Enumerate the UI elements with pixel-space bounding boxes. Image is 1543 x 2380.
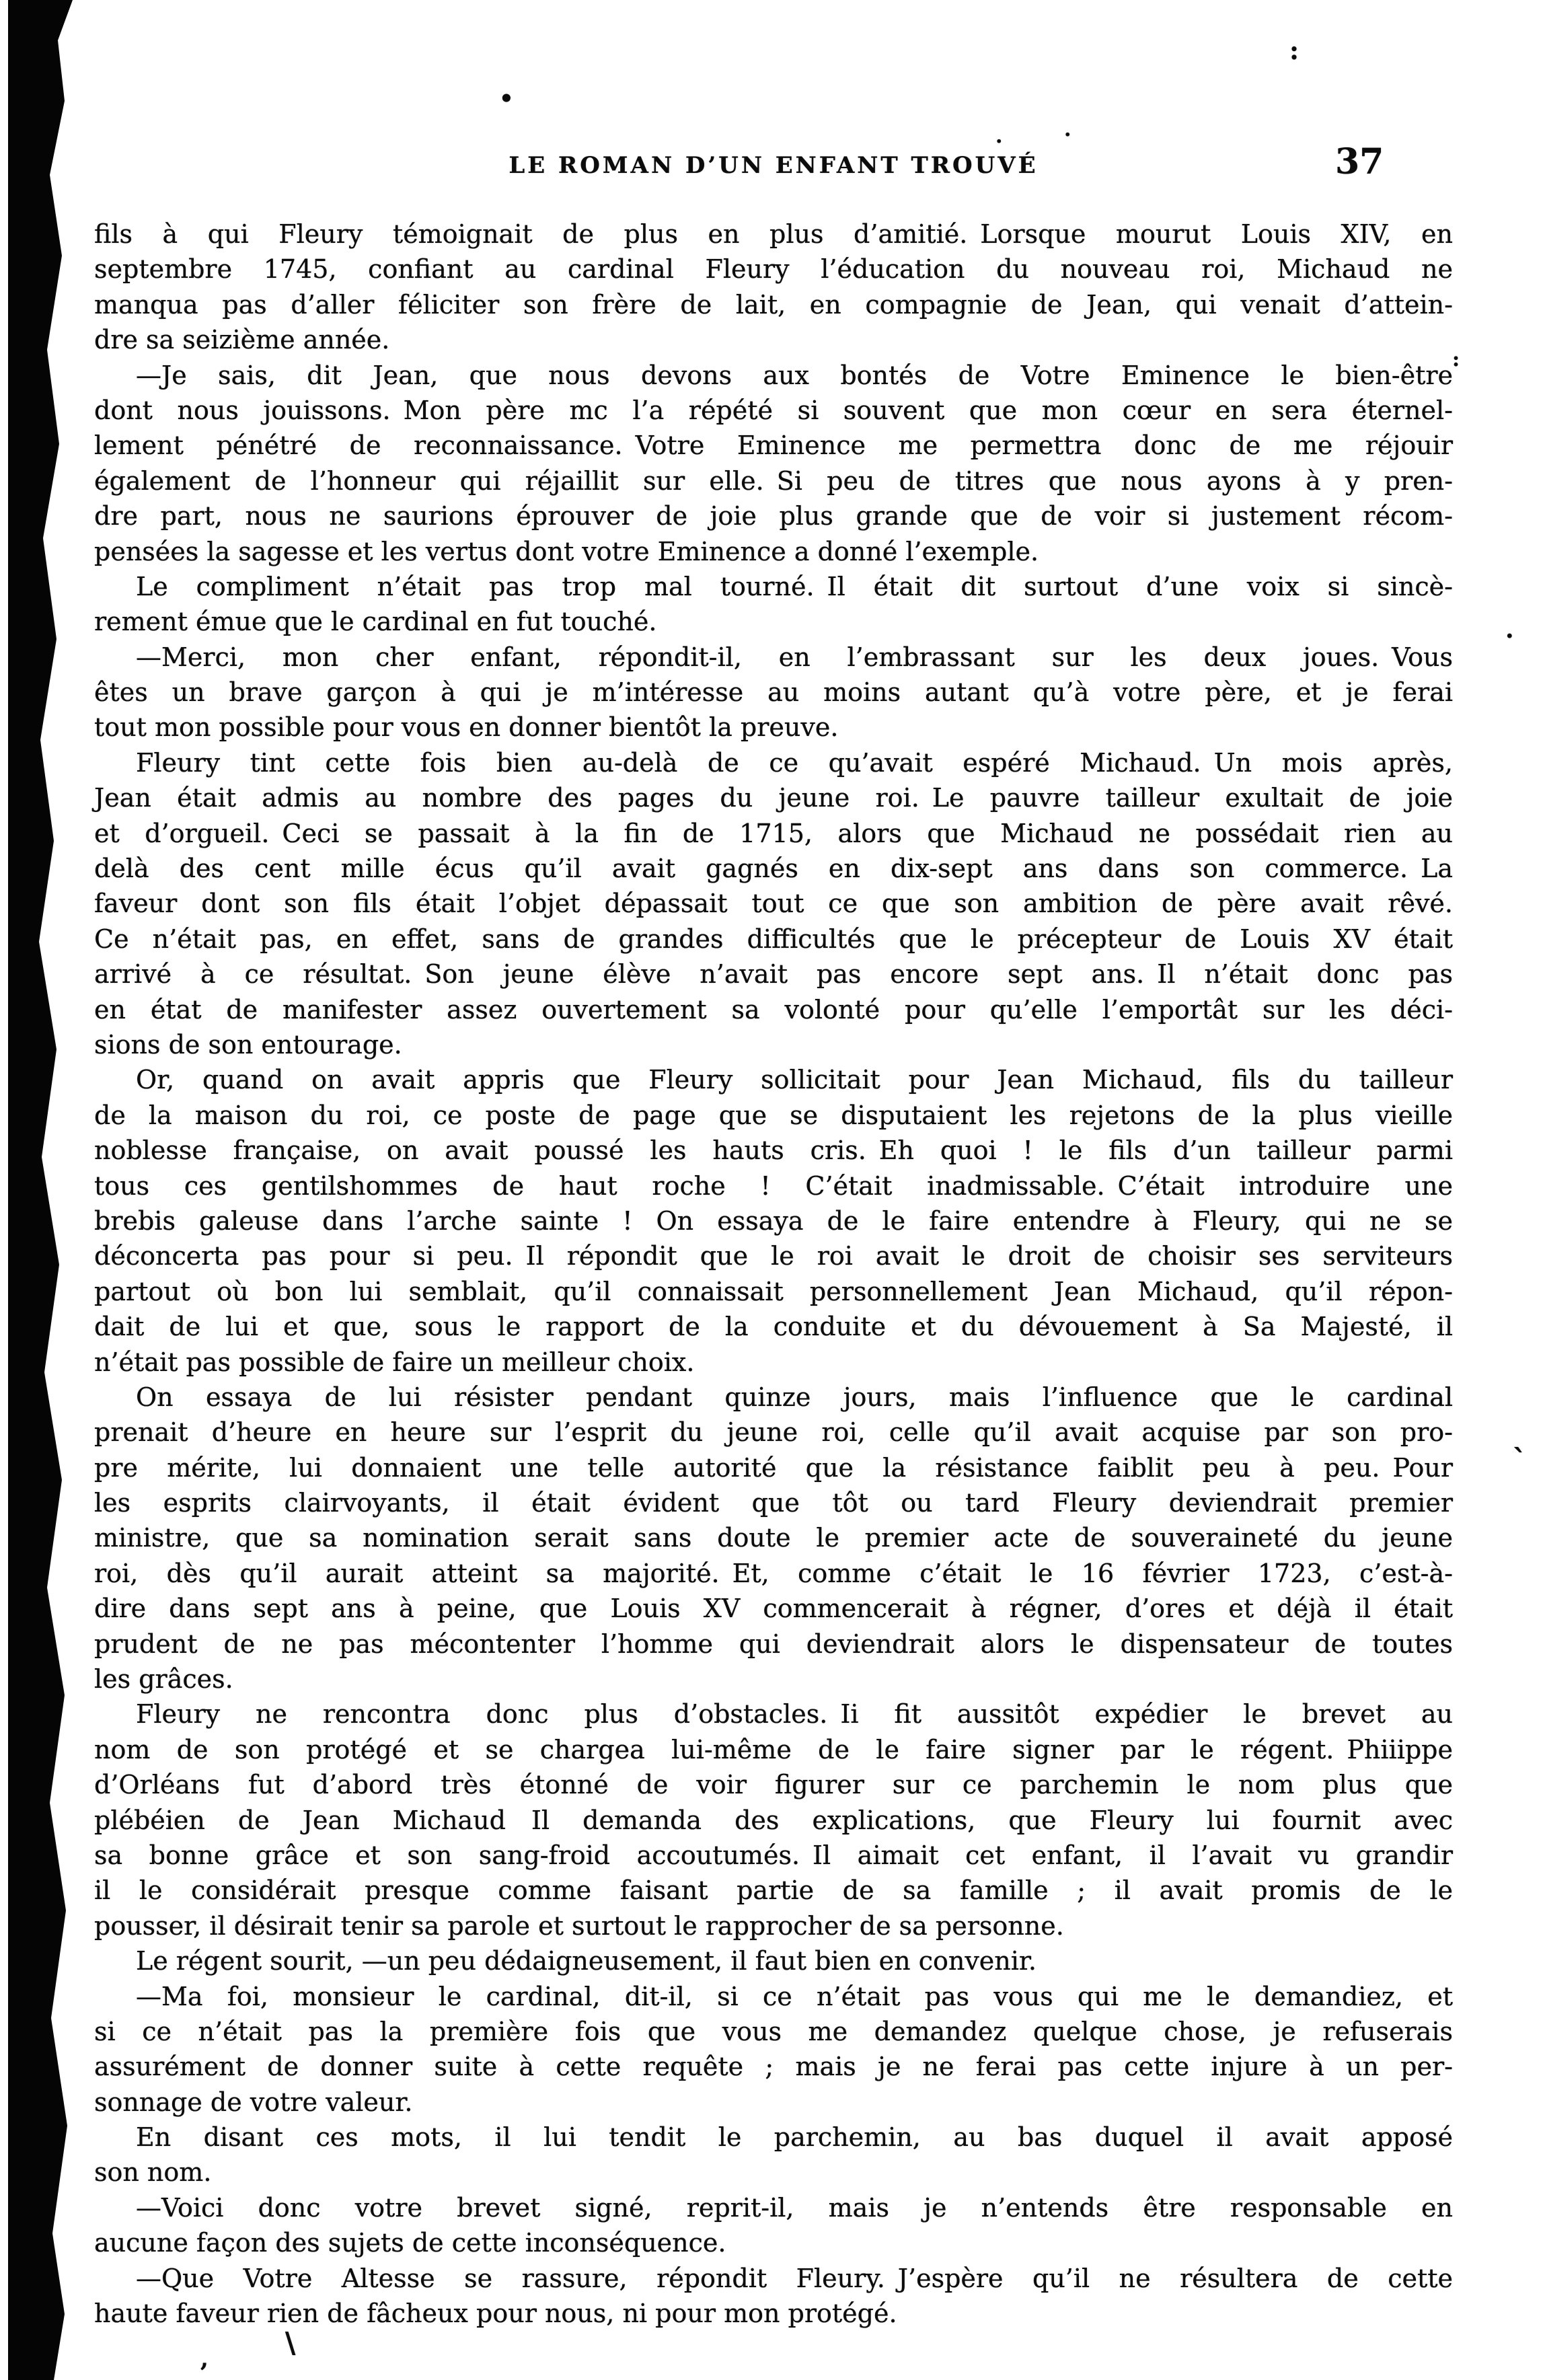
text-line: septembre 1745, confiant au cardinal Fleury l’éducation du nouveau roi, Michaud ne [94, 254, 1453, 285]
text-line: dre sa seizième année. [94, 325, 390, 355]
scan-noise-mark: · [1064, 123, 1071, 147]
text-line: et d’orgueil. Ceci se passait à la fin de 1715, alors que Michaud ne possédait rien au [94, 818, 1453, 848]
text-line: Le régent sourit, —un peu dédaigneusement, il faut bien en convenir. [136, 1946, 1037, 1976]
text-line: Fleury ne rencontra donc plus d’obstacles. Ii fit aussitôt expédier le brevet au [136, 1699, 1453, 1730]
text-line: —Ma foi, monsieur le cardinal, dit-il, si ce n’était pas vous qui me le demandiez, et [136, 1981, 1453, 2011]
text-line: Jean était admis au nombre des pages du jeune roi. Le pauvre tailleur exultait de joie [94, 783, 1453, 813]
text-line: manqua pas d’aller féliciter son frère de lait, en compagnie de Jean, qui venait d’attein- [94, 289, 1453, 320]
text-line: Fleury tint cette fois bien au-delà de ce qu’avait espéré Michaud. Un mois après, [136, 747, 1453, 778]
text-line: d’Orléans fut d’abord très étonné de voir figurer sur ce parchemin le nom plus que [94, 1770, 1453, 1800]
text-line: partout où bon lui semblait, qu’il connaissait personnellement Jean Michaud, qu’il répon- [94, 1276, 1453, 1306]
text-line: dire dans sept ans à peine, que Louis XV commencerait à régner, d’ores et déjà il était [94, 1594, 1453, 1624]
text-line: pousser, il désirait tenir sa parole et surtout le rapprocher de sa personne. [94, 1910, 1064, 1941]
text-line: si ce n’était pas la première fois que vous me demandez quelque chose, je refuserais [94, 2016, 1453, 2046]
text-line: —Voici donc votre brevet signé, reprit-il, mais je n’entends être responsable en [136, 2192, 1453, 2223]
text-line: il le considérait presque comme faisant partie de sa famille ; il avait promis de le [94, 1875, 1453, 1906]
text-line: assurément de donner suite à cette requête ; mais je ne ferai pas cette injure à un per- [94, 2052, 1453, 2082]
text-line: —Que Votre Altesse se rassure, répondit Fleury. J’espère qu’il ne résultera de cette [136, 2263, 1453, 2293]
text-line: en état de manifester assez ouvertement sa volonté pour qu’elle l’emportât sur les déci- [94, 994, 1453, 1025]
scan-noise-mark: : [1452, 348, 1460, 371]
text-line: ministre, que sa nomination serait sans doute le premier acte de souveraineté du jeune [94, 1523, 1453, 1553]
text-line: rement émue que le cardinal en fut touché. [94, 607, 657, 637]
text-line: de la maison du roi, ce poste de page que se disputaient les rejetons de la plus vieille [94, 1100, 1453, 1130]
text-line: arrivé à ce résultat. Son jeune élève n’avait pas encore sept ans. Il n’était donc pas [94, 959, 1453, 990]
text-line: êtes un brave garçon à qui je m’intéresse au moins autant qu’à votre père, et je ferai [94, 677, 1453, 708]
text-line: pensées la sagesse et les vertus dont votre Eminence a donné l’exemple. [94, 536, 1039, 566]
text-line: les grâces. [94, 1664, 233, 1695]
text-line: noblesse française, on avait poussé les hauts cris. Eh quoi ! le fils d’un tailleur parmi [94, 1136, 1453, 1166]
text-line: —Merci, mon cher enfant, répondit-il, en l’embrassant sur les deux joues. Vous [136, 642, 1453, 672]
text-line: déconcerta pas pour si peu. Il répondit que le roi avait le droit de choisir ses serviteurs [94, 1241, 1453, 1271]
text-line: dait de lui et que, sous le rapport de la conduite et du dévouement à Sa Majesté, il [94, 1312, 1453, 1342]
page-number: 37 [1335, 141, 1384, 182]
text-line: dre part, nous ne saurions éprouver de joie plus grande que de voir si justement récom- [94, 501, 1453, 531]
text-line: tout mon possible pour vous en donner bientôt la preuve. [94, 712, 839, 743]
text-line: haute faveur rien de fâcheux pour nous, ni pour mon protégé. [94, 2299, 897, 2329]
scan-noise-mark: • [499, 85, 514, 112]
text-line: pre mérite, lui donnaient une telle autorité que la résistance faiblit peu à peu. Pour [94, 1452, 1453, 1483]
text-line: Le compliment n’était pas trop mal tourné. Il était dit surtout d’une voix si sincè- [136, 571, 1453, 601]
text-line: également de l’honneur qui réjaillit sur elle. Si peu de titres que nous ayons à y pren- [94, 466, 1453, 496]
text-line: sa bonne grâce et son sang-froid accoutumés. Il aimait cet enfant, il l’avait vu grandir [94, 1840, 1453, 1870]
text-line: nom de son protégé et se chargea lui-même de le faire signer par le régent. Phiiippe [94, 1734, 1453, 1764]
text-line: —Je sais, dit Jean, que nous devons aux bontés de Votre Eminence le bien-être [136, 360, 1453, 390]
text-line: dont nous jouissons. Mon père mc l’a répété si souvent que mon cœur en sera éternel- [94, 395, 1453, 425]
text-line: delà des cent mille écus qu’il avait gagnés en dix-sept ans dans son commerce. La [94, 854, 1453, 884]
text-line: fils à qui Fleury témoignait de plus en plus d’amitié. Lorsque mourut Louis XIV, en [94, 219, 1453, 249]
page-text [94, 217, 1453, 2331]
page-binding-edge-artifact [0, 0, 74, 2380]
running-title: LE ROMAN D’UN ENFANT TROUVÉ [509, 152, 1039, 179]
text-line: les esprits clairvoyants, il était évident que tôt ou tard Fleury deviendrait premier [94, 1488, 1453, 1518]
text-line: plébéien de Jean Michaud Il demanda des explications, que Fleury lui fournit avec [94, 1805, 1453, 1835]
text-line: brebis galeuse dans l’arche sainte ! On essaya de le faire entendre à Fleury, qui ne se [94, 1205, 1453, 1236]
scan-noise-mark: : [1289, 35, 1300, 65]
text-line: aucune façon des sujets de cette inconséquence. [94, 2228, 726, 2258]
text-line: prudent de ne pas mécontenter l’homme qui deviendrait alors le dispensateur de toutes [94, 1629, 1453, 1659]
text-line: lement pénétré de reconnaissance. Votre Eminence me permettra donc de me réjouir [94, 431, 1453, 461]
scan-noise-mark: \ [285, 2326, 296, 2359]
scan-noise-mark: ` [1512, 1444, 1527, 1478]
scan-noise-mark: . [1505, 616, 1514, 644]
text-line: tous ces gentilshommes de haut roche ! C’était inadmissable. C’était introduire une [94, 1170, 1453, 1201]
text-line: faveur dont son fils était l’objet dépassait tout ce que son ambition de père avait rêvé. [94, 889, 1453, 919]
text-line: Ce n’était pas, en effet, sans de grandes difficultés que le précepteur de Louis XV était [94, 924, 1453, 954]
text-line: sonnage de votre valeur. [94, 2087, 413, 2117]
text-line: roi, dès qu’il aurait atteint sa majorité. Et, comme c’était le 16 février 1723, c’est-à- [94, 1558, 1453, 1588]
scan-noise-mark: · [995, 130, 1003, 153]
text-line: Or, quand on avait appris que Fleury sollicitait pour Jean Michaud, fils du tailleur [136, 1065, 1453, 1095]
scan-noise-mark: , [200, 2346, 209, 2373]
text-line: On essaya de lui résister pendant quinze jours, mais l’influence que le cardinal [136, 1382, 1453, 1412]
text-line: prenait d’heure en heure sur l’esprit du jeune roi, celle qu’il avait acquise par son pro- [94, 1417, 1453, 1448]
text-line: En disant ces mots, il lui tendit le parchemin, au bas duquel il avait apposé [136, 2122, 1453, 2153]
text-line: n’était pas possible de faire un meilleur choix. [94, 1347, 695, 1377]
text-line: son nom. [94, 2157, 212, 2188]
text-line: sions de son entourage. [94, 1029, 402, 1059]
